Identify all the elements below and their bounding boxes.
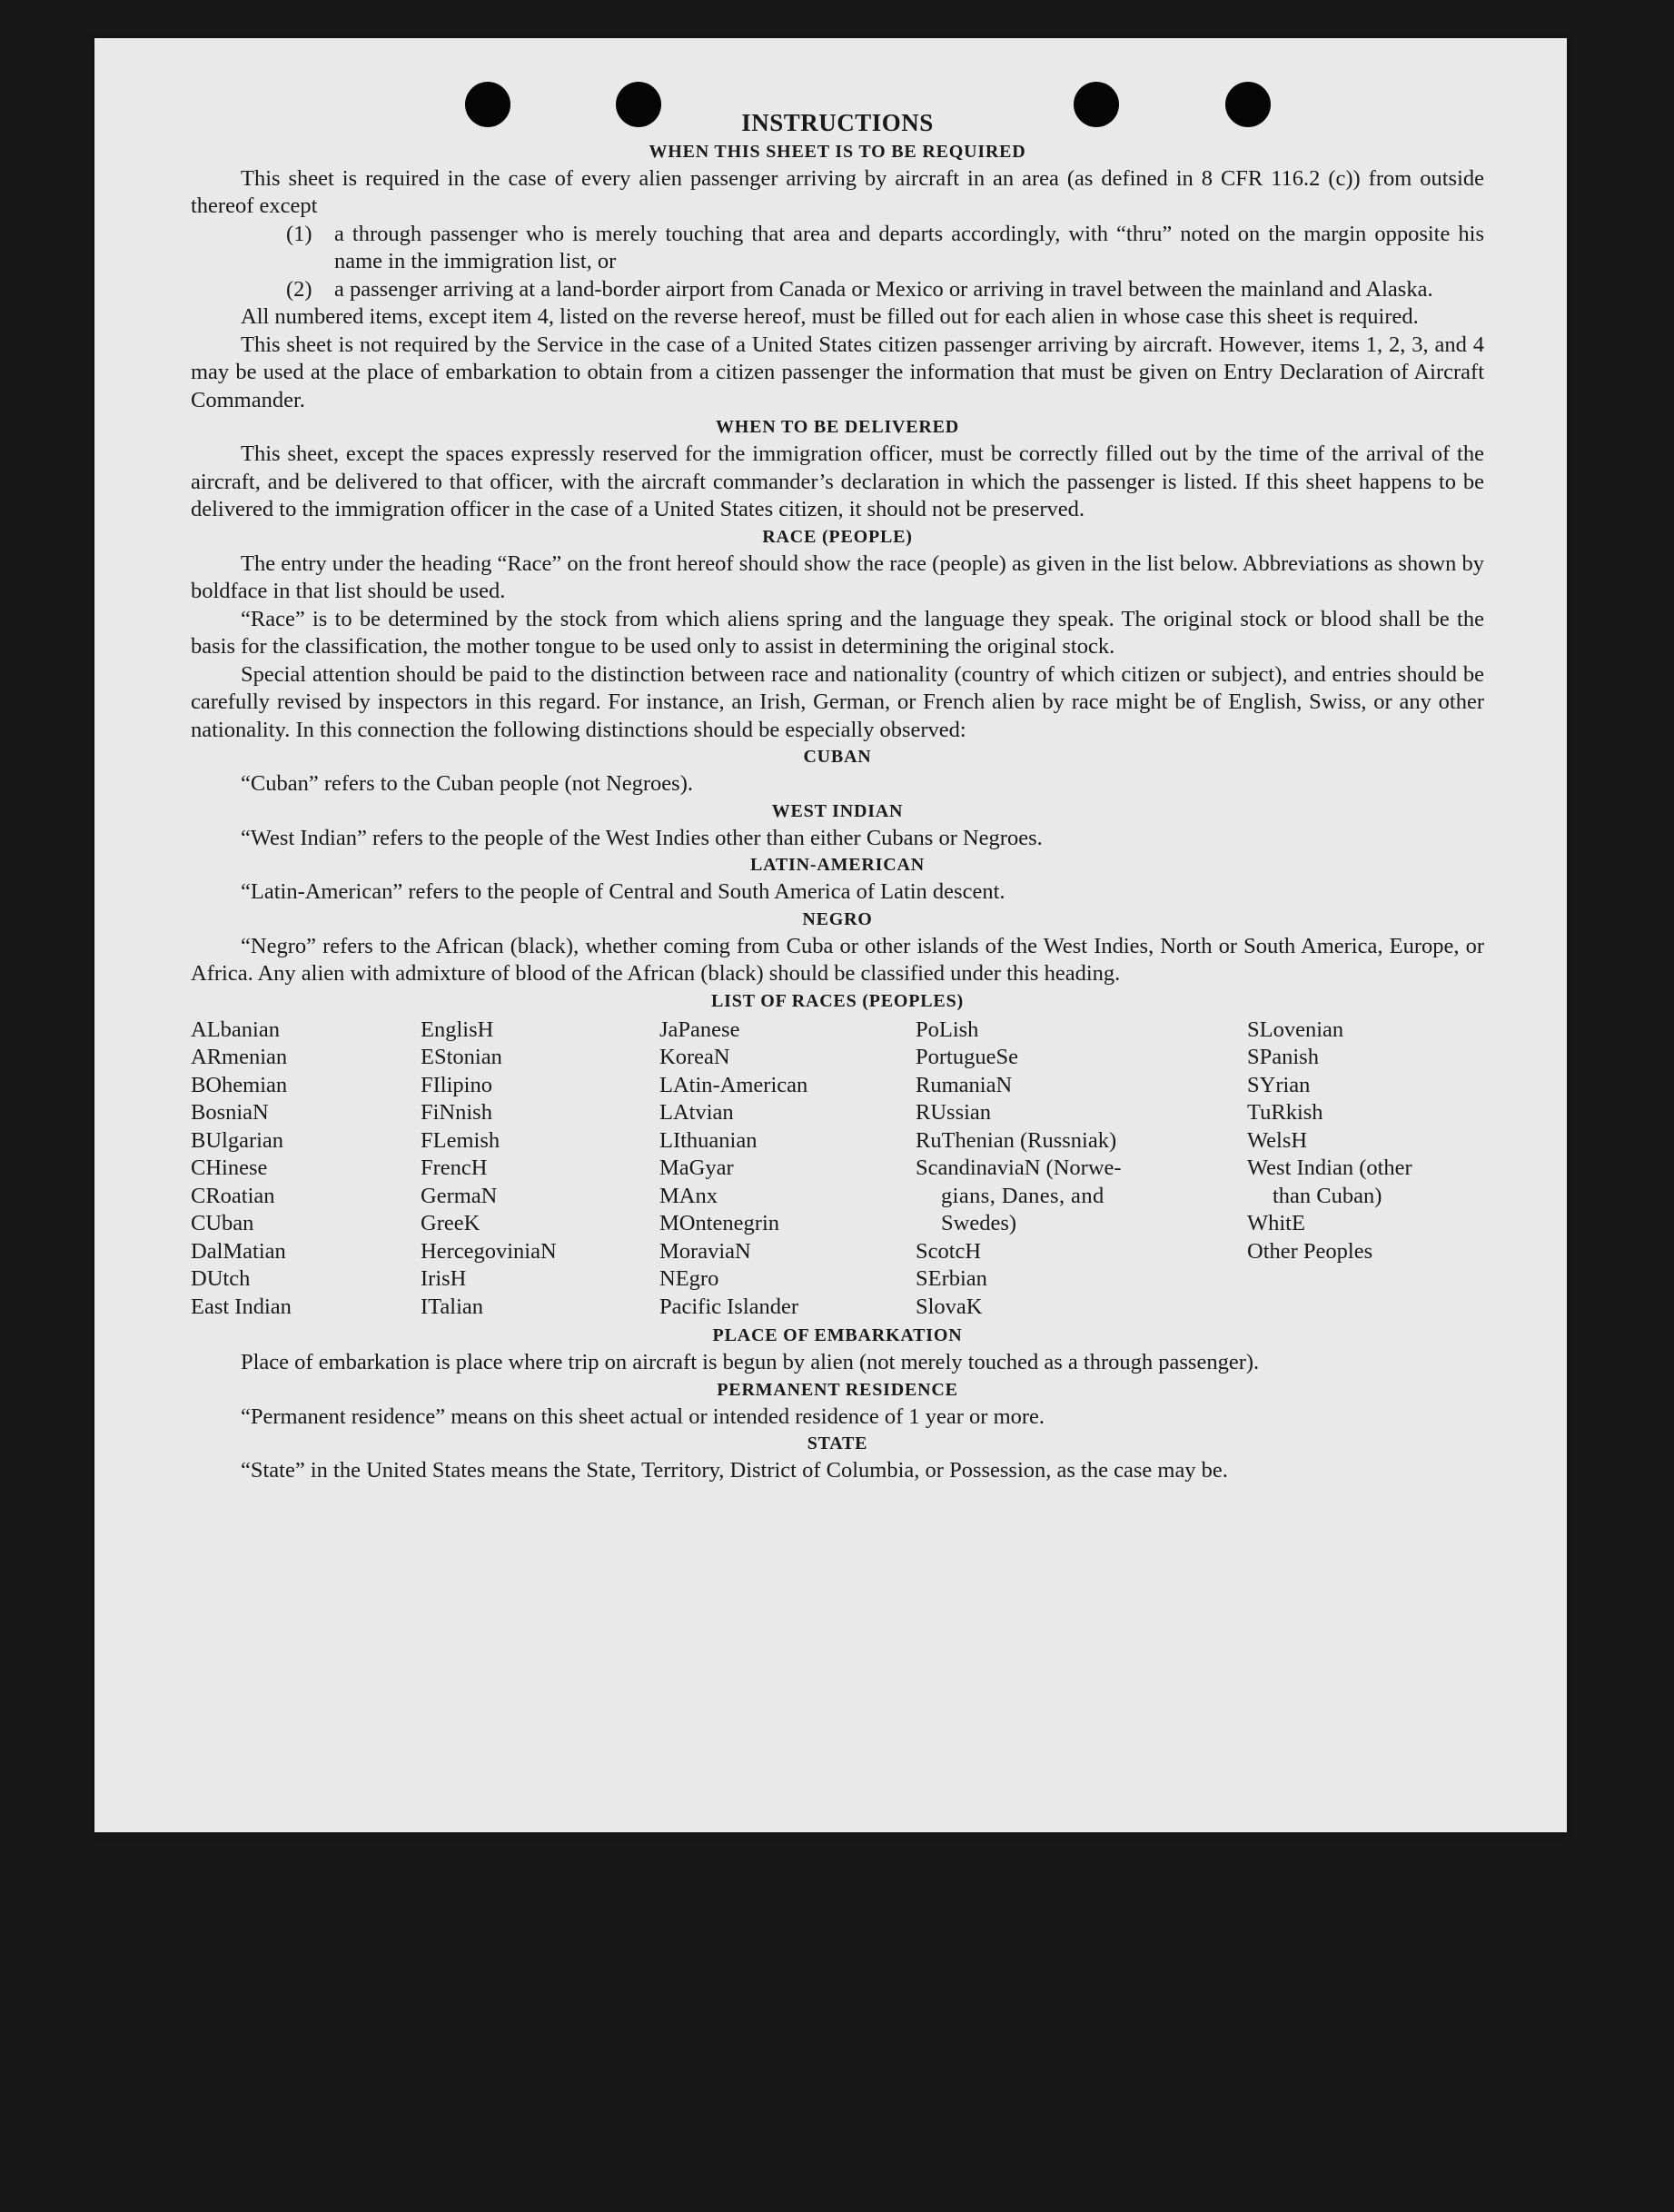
- race-entry: RUssian: [916, 1100, 992, 1125]
- race-entry: CRoatian: [191, 1183, 275, 1208]
- race-entry: ScotcH: [916, 1238, 982, 1264]
- race-entry: Pacific Islander: [659, 1294, 799, 1319]
- race-entry: WhitE: [1247, 1211, 1305, 1235]
- race-entry: EnglisH: [421, 1017, 494, 1042]
- paragraph: This sheet, except the spaces expressly reserved for the immigration officer, must be correctly filled out by the time of the arrival of the aircraft, and be delivered to that officer, with the aircraft commander’s declaration in which the passenger is listed. If this sheet happens to be delivered to the immigration officer in the case of a United States citizen, it should not be preserved.: [191, 441, 1484, 521]
- paragraph: “Latin-American” refers to the people of Central and South America of Latin descent.: [241, 879, 1005, 904]
- paragraph: Place of embarkation is place where trip on aircraft is begun by alien (not merely touched as a through passenger).: [241, 1350, 1260, 1374]
- race-entry: RumaniaN: [916, 1072, 1013, 1097]
- section-heading-negro: NEGRO: [802, 908, 873, 929]
- race-entry: CUban: [191, 1211, 254, 1235]
- race-entry: PortugueSe: [916, 1045, 1018, 1069]
- section-heading-west-indian: WEST INDIAN: [771, 800, 904, 821]
- race-entry: GermaN: [421, 1183, 498, 1208]
- race-entry: TuRkish: [1247, 1100, 1323, 1125]
- paragraph: “Negro” refers to the African (black), whether coming from Cuba or other islands of the West Indies, North or South America, Europe, or Africa. Any alien with admixture of blood of the African (black) should be classified under this heading.: [191, 933, 1484, 986]
- race-entry: RuThenian (Russniak): [916, 1127, 1117, 1153]
- race-entry: MAnx: [659, 1183, 718, 1208]
- paragraph: This sheet is not required by the Service in the case of a United States citizen passenger arriving by aircraft. However, items 1, 2, 3, and 4 may be used at the place of embarkation to obtain from a citizen passenger the information that must be given on Entry Declaration of Aircraft Commander.: [191, 332, 1484, 412]
- race-entry: MOntenegrin: [659, 1211, 779, 1235]
- paragraph: The entry under the heading “Race” on the front hereof should show the race (people) as given in the list below. Abbreviations as shown by boldface in that list should be used.: [191, 551, 1484, 603]
- race-entry: PoLish: [916, 1017, 979, 1042]
- race-entry: SYrian: [1247, 1072, 1311, 1097]
- race-entry-continued: gians, Danes, and: [941, 1183, 1104, 1208]
- section-heading-race: RACE (PEOPLE): [762, 526, 913, 547]
- race-entry: FLemish: [421, 1127, 500, 1153]
- section-heading-list-of-races: LIST OF RACES (PEOPLES): [711, 990, 964, 1011]
- item-number: (1): [286, 221, 312, 246]
- race-entry: GreeK: [421, 1211, 480, 1235]
- document-page: [94, 38, 1567, 1832]
- races-column: [421, 1017, 659, 1322]
- race-entry: LAtvian: [659, 1100, 734, 1125]
- race-entry: NEgro: [659, 1266, 719, 1291]
- race-entry: ARmenian: [191, 1045, 288, 1069]
- paragraph: “West Indian” refers to the people of the West Indies other than either Cubans or Negroes.: [241, 825, 1043, 850]
- instructions-text: [191, 109, 1484, 1485]
- race-entry: CHinese: [191, 1156, 268, 1180]
- race-entry: MaGyar: [659, 1156, 734, 1180]
- races-column: [659, 1017, 916, 1322]
- race-entry: SlovaK: [916, 1294, 983, 1319]
- section-heading-when-delivered: WHEN TO BE DELIVERED: [715, 417, 960, 437]
- race-entry: DUtch: [191, 1266, 251, 1291]
- race-entry: BOhemian: [191, 1072, 288, 1097]
- paragraph: Special attention should be paid to the distinction between race and nationality (country of which citizen or subject), and entries should be carefully revised by inspectors in this regard. For instance, an Irish, German, or French alien by race might be of English, Swiss, or any other nationality. In this connection the following distinctions should be especially observed:: [191, 661, 1484, 742]
- paragraph: “Permanent residence” means on this sheet actual or intended residence of 1 year or more.: [241, 1404, 1045, 1429]
- race-entry: East Indian: [191, 1294, 292, 1319]
- list-item: [191, 276, 1484, 304]
- race-entry: ScandinaviaN (Norwe-: [916, 1156, 1122, 1180]
- races-table: [191, 1017, 1484, 1322]
- paragraph: This sheet is required in the case of every alien passenger arriving by aircraft in an area (as defined in 8 CFR 116.2 (c)) from outside thereof except: [191, 165, 1484, 218]
- race-entry-continued: Swedes): [941, 1211, 1017, 1235]
- page-title: INSTRUCTIONS: [741, 109, 934, 136]
- list-item: [191, 221, 1484, 276]
- race-entry: LAtin-American: [659, 1072, 808, 1097]
- race-entry: WelsH: [1247, 1127, 1308, 1153]
- paragraph: “Cuban” refers to the Cuban people (not Negroes).: [241, 771, 693, 796]
- race-entry: IrisH: [421, 1266, 467, 1291]
- race-entry: MoraviaN: [659, 1238, 751, 1264]
- race-entry: JaPanese: [659, 1017, 740, 1042]
- race-entry: ITalian: [421, 1294, 484, 1319]
- race-entry: FiNnish: [421, 1100, 492, 1125]
- races-column: [1247, 1017, 1484, 1322]
- race-entry: BUlgarian: [191, 1127, 284, 1153]
- races-column: [916, 1017, 1247, 1322]
- race-entry: DalMatian: [191, 1238, 286, 1264]
- paragraph: “Race” is to be determined by the stock from which aliens spring and the language they speak. The original stock or blood shall be the basis for the classification, the mother tongue to be used only to assist in determining the original stock.: [191, 606, 1484, 659]
- race-entry: EStonian: [421, 1045, 502, 1069]
- section-heading-permanent-residence: PERMANENT RESIDENCE: [717, 1379, 958, 1400]
- race-entry: SErbian: [916, 1266, 987, 1291]
- item-text: a passenger arriving at a land-border airport from Canada or Mexico or arriving in travel between the mainland and Alaska.: [334, 276, 1433, 302]
- race-entry: West Indian (other: [1247, 1156, 1412, 1180]
- race-entry: KoreaN: [659, 1045, 730, 1069]
- race-entry: ALbanian: [191, 1017, 280, 1042]
- race-entry: SLovenian: [1247, 1017, 1344, 1042]
- paragraph: “State” in the United States means the State, Territory, District of Columbia, or Possession, as the case may be.: [241, 1458, 1228, 1483]
- races-column: [191, 1017, 421, 1322]
- item-text: a through passenger who is merely touching that area and departs accordingly, with “thru” noted on the margin opposite his name in the immigration list, or: [334, 221, 1484, 273]
- section-heading-cuban: CUBAN: [803, 747, 872, 767]
- paragraph: All numbered items, except item 4, listed on the reverse hereof, must be filled out for each alien in whose case this sheet is required.: [241, 304, 1419, 329]
- race-entry: HercegoviniaN: [421, 1238, 557, 1264]
- section-heading-latin-american: LATIN-AMERICAN: [750, 855, 925, 875]
- section-heading-when-required: WHEN THIS SHEET IS TO BE REQUIRED: [649, 141, 1026, 162]
- section-heading-state: STATE: [807, 1433, 868, 1453]
- race-entry: LIthuanian: [659, 1127, 758, 1153]
- race-entry: BosniaN: [191, 1100, 269, 1125]
- item-number: (2): [286, 276, 312, 302]
- race-entry: SPanish: [1247, 1045, 1319, 1069]
- race-entry: FrencH: [421, 1156, 488, 1180]
- section-heading-place-of-embarkation: PLACE OF EMBARKATION: [712, 1325, 963, 1345]
- race-entry: FIlipino: [421, 1072, 492, 1097]
- race-entry: Other Peoples: [1247, 1238, 1373, 1264]
- race-entry-continued: than Cuban): [1273, 1183, 1382, 1208]
